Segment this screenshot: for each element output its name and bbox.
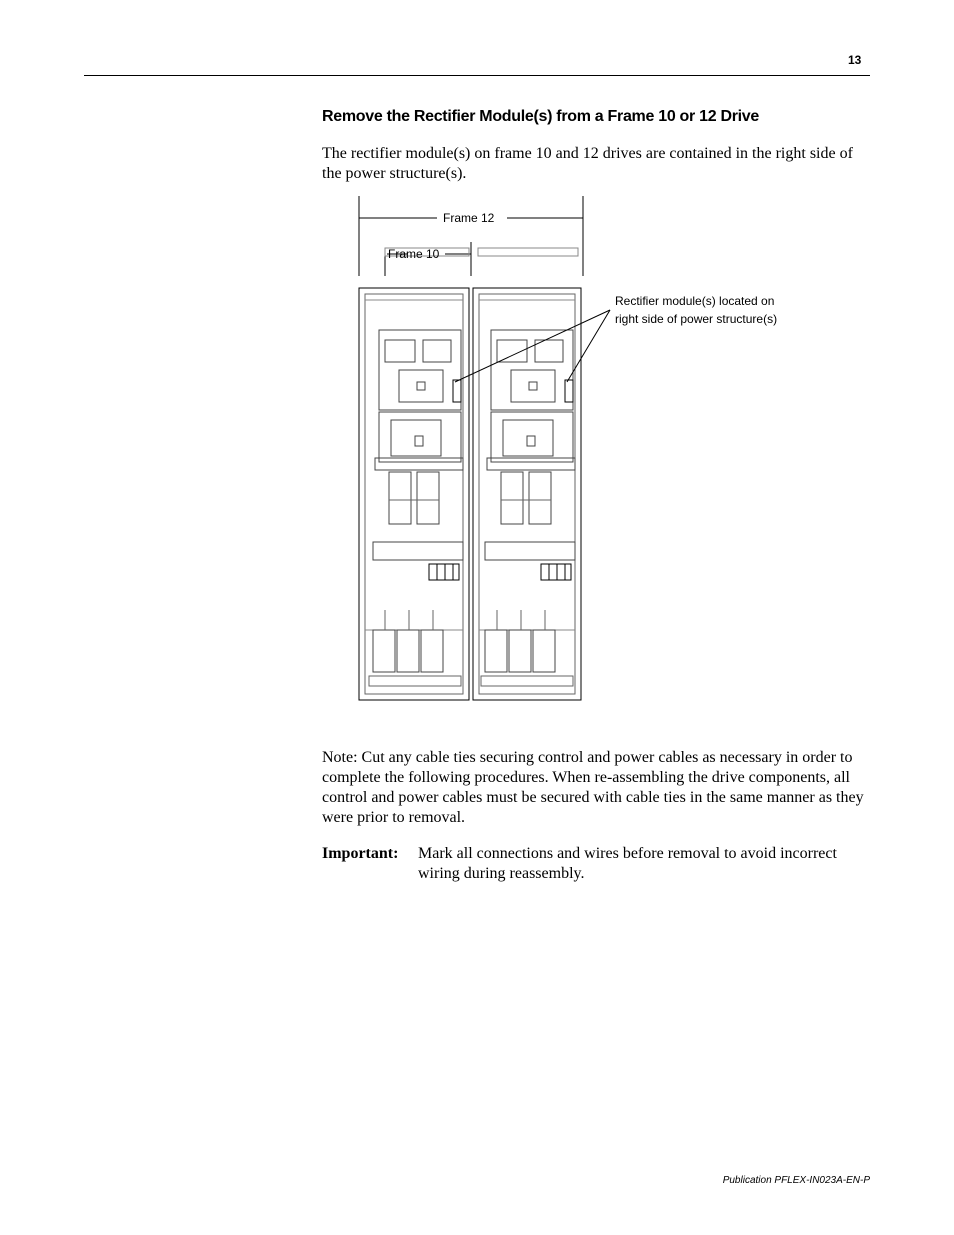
drive-frame-drawing — [355, 190, 785, 710]
callout-line2: right side of power structure(s) — [615, 312, 778, 326]
intro-paragraph: The rectifier module(s) on frame 10 and 12 drives are contained in the right side of the power structure(s). — [322, 145, 853, 182]
header-rule — [84, 75, 870, 76]
section-heading: Remove the Rectifier Module(s) from a Frame 10 or 12 Drive — [322, 108, 759, 125]
page-number: 13 — [848, 53, 862, 67]
frame12-label: Frame 12 — [443, 211, 495, 225]
drive-frame-figure — [355, 190, 785, 710]
important-block — [322, 844, 874, 884]
callout-line1: Rectifier module(s) located on — [615, 294, 775, 308]
important-text: Mark all connections and wires before removal to avoid incorrect wiring during reassembly. — [418, 845, 837, 882]
important-label: Important: — [322, 845, 399, 862]
frame10-label: Frame 10 — [388, 247, 440, 261]
note-paragraph: Note: Cut any cable ties securing control and power cables as necessary in order to complete the following procedures. When re-assembling the drive components, all control and power cables must be secured with cable ties in the same manner as they were prior to removal. — [322, 749, 864, 826]
publication-footer: Publication PFLEX-IN023A-EN-P — [722, 1175, 870, 1186]
